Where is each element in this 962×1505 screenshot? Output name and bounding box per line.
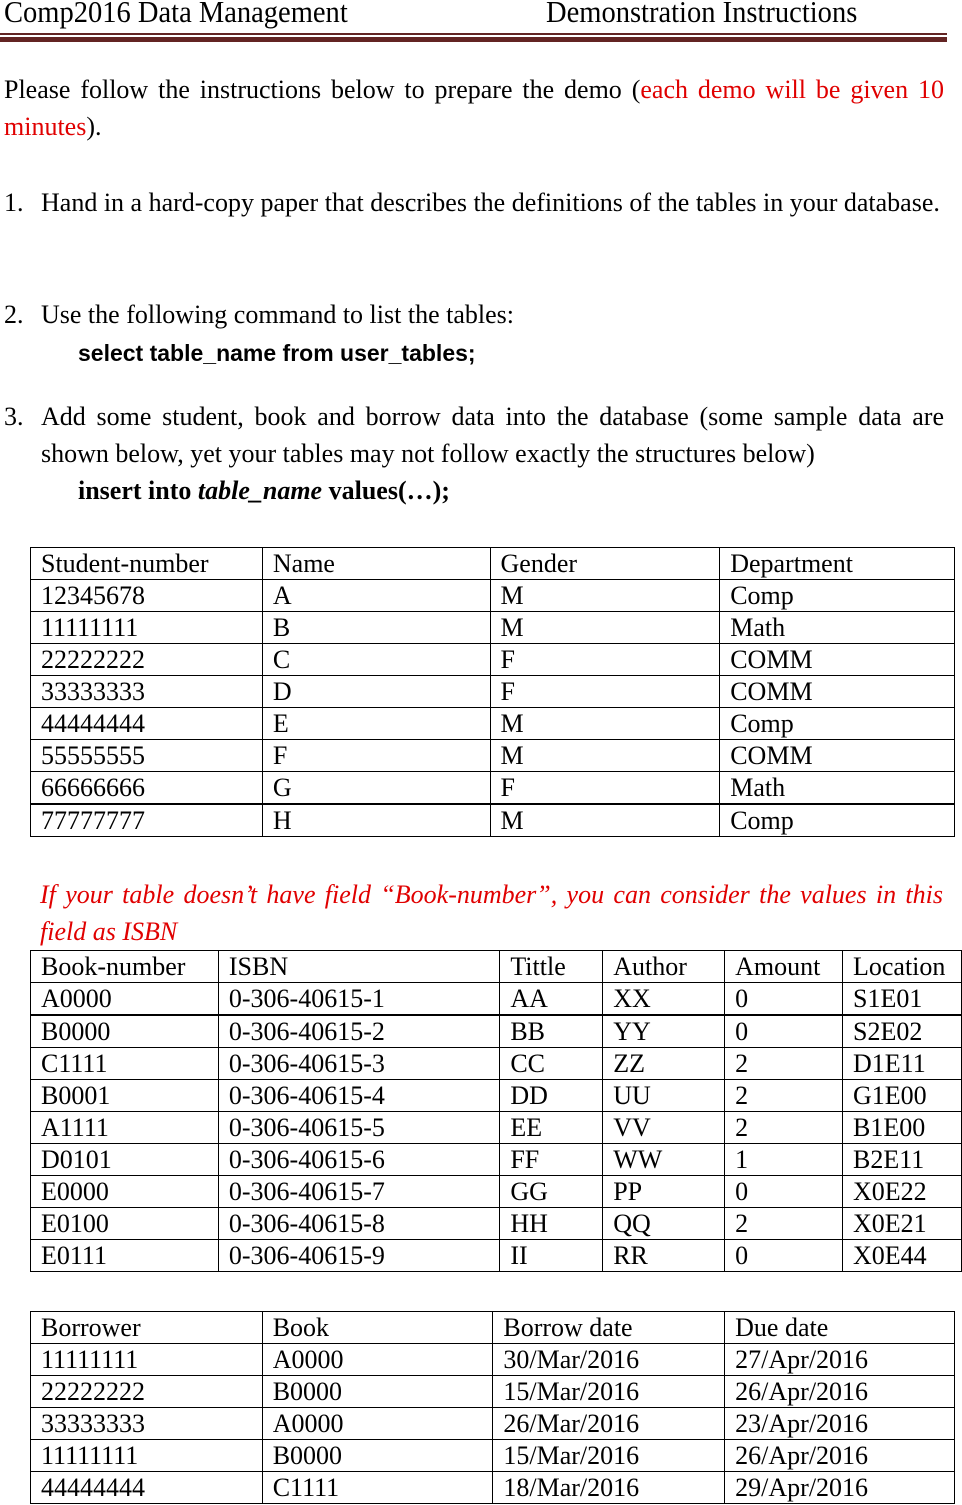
table-cell: 11111111 <box>31 612 263 644</box>
table-cell: 0-306-40615-2 <box>218 1015 499 1048</box>
table-row <box>31 1376 955 1408</box>
table-cell: 77777777 <box>31 804 263 837</box>
table-row <box>31 612 955 644</box>
table-cell: G <box>262 772 490 805</box>
table-cell: B2E11 <box>843 1144 962 1176</box>
table-cell: F <box>490 644 720 676</box>
borrow-table <box>30 1311 955 1504</box>
table-cell: AA <box>500 983 603 1016</box>
table-cell: 18/Mar/2016 <box>493 1472 725 1504</box>
table-row <box>31 1112 962 1144</box>
table-row <box>31 772 955 805</box>
table-cell: 0 <box>725 1240 843 1272</box>
table-cell: A1111 <box>31 1112 219 1144</box>
column-header: ISBN <box>218 951 499 983</box>
table-cell: S2E02 <box>843 1015 962 1048</box>
table-cell: 26/Apr/2016 <box>725 1376 955 1408</box>
intro-text: Please follow the instructions below to prepare the demo ( <box>4 75 641 104</box>
step-1 <box>4 184 944 221</box>
table-cell: C <box>262 644 490 676</box>
table-cell: HH <box>500 1208 603 1240</box>
table-cell: X0E22 <box>843 1176 962 1208</box>
table-cell: 0-306-40615-5 <box>218 1112 499 1144</box>
table-cell: 44444444 <box>31 1472 263 1504</box>
table-header-row <box>31 548 955 580</box>
book-number-note: If your table doesn’t have field “Book-number”, you can consider the values in this field as ISBN <box>40 880 943 946</box>
table-cell: 15/Mar/2016 <box>493 1440 725 1472</box>
code-part: values(…); <box>322 476 450 505</box>
table-row <box>31 804 955 837</box>
column-header: Tittle <box>500 951 603 983</box>
table-cell: Comp <box>720 804 955 837</box>
table-cell: 2 <box>725 1112 843 1144</box>
table-cell: 55555555 <box>31 740 263 772</box>
table-cell: E0111 <box>31 1240 219 1272</box>
table-cell: B0000 <box>262 1440 493 1472</box>
table-cell: QQ <box>603 1208 725 1240</box>
table-cell: 30/Mar/2016 <box>493 1344 725 1376</box>
table-cell: C1111 <box>262 1472 493 1504</box>
column-header: Department <box>720 548 955 580</box>
table-cell: X0E21 <box>843 1208 962 1240</box>
header-rule-thick <box>0 37 947 42</box>
table-cell: B0000 <box>262 1376 493 1408</box>
column-header: Author <box>603 951 725 983</box>
table-row <box>31 1408 955 1440</box>
table-row <box>31 1240 962 1272</box>
table-cell: Math <box>720 772 955 805</box>
table-row <box>31 1080 962 1112</box>
table-cell: Comp <box>720 580 955 612</box>
step-number: 1. <box>4 188 24 217</box>
table-cell: 29/Apr/2016 <box>725 1472 955 1504</box>
step-3 <box>4 398 944 472</box>
table-cell: BB <box>500 1015 603 1048</box>
table-cell: E0100 <box>31 1208 219 1240</box>
table-cell: M <box>490 740 720 772</box>
table-row <box>31 1208 962 1240</box>
column-header: Student-number <box>31 548 263 580</box>
step-2 <box>4 296 944 333</box>
column-header: Due date <box>725 1312 955 1344</box>
table-cell: COMM <box>720 644 955 676</box>
table-row <box>31 1472 955 1504</box>
table-cell: CC <box>500 1048 603 1080</box>
table-cell: 2 <box>725 1080 843 1112</box>
table-cell: 11111111 <box>31 1440 263 1472</box>
table-cell: GG <box>500 1176 603 1208</box>
table-header-row <box>31 951 962 983</box>
table-cell: M <box>490 580 720 612</box>
table-cell: A0000 <box>31 983 219 1016</box>
step-text: Hand in a hard-copy paper that describes the definitions of the tables in your database. <box>41 188 940 217</box>
table-cell: 22222222 <box>31 644 263 676</box>
table-cell: D1E11 <box>843 1048 962 1080</box>
table-cell: 0-306-40615-3 <box>218 1048 499 1080</box>
table-cell: X0E44 <box>843 1240 962 1272</box>
code-part: insert into <box>78 476 198 505</box>
table-cell: ZZ <box>603 1048 725 1080</box>
table-row <box>31 983 962 1016</box>
header-rule-thin <box>0 33 947 35</box>
table-cell: 23/Apr/2016 <box>725 1408 955 1440</box>
table-cell: RR <box>603 1240 725 1272</box>
table-cell: A0000 <box>262 1344 493 1376</box>
column-header: Location <box>843 951 962 983</box>
table-cell: G1E00 <box>843 1080 962 1112</box>
table-row <box>31 1176 962 1208</box>
table-row <box>31 708 955 740</box>
table-cell: 44444444 <box>31 708 263 740</box>
table-row <box>31 1015 962 1048</box>
table-row <box>31 1344 955 1376</box>
table-cell: 15/Mar/2016 <box>493 1376 725 1408</box>
table-cell: C1111 <box>31 1048 219 1080</box>
table-cell: 33333333 <box>31 1408 263 1440</box>
intro-end: ). <box>86 112 102 141</box>
column-header: Name <box>262 548 490 580</box>
table-cell: DD <box>500 1080 603 1112</box>
table-cell: 27/Apr/2016 <box>725 1344 955 1376</box>
column-header: Borrower <box>31 1312 263 1344</box>
table-cell: 0-306-40615-7 <box>218 1176 499 1208</box>
header-doc-title: Demonstration Instructions <box>546 0 858 29</box>
table-cell: 26/Mar/2016 <box>493 1408 725 1440</box>
table-cell: B0000 <box>31 1015 219 1048</box>
header-course-title: Comp2016 Data Management <box>4 0 348 29</box>
table-cell: EE <box>500 1112 603 1144</box>
table-cell: 1 <box>725 1144 843 1176</box>
table-cell: 0-306-40615-9 <box>218 1240 499 1272</box>
table-cell: 12345678 <box>31 580 263 612</box>
column-header: Gender <box>490 548 720 580</box>
table-cell: M <box>490 612 720 644</box>
column-header: Book-number <box>31 951 219 983</box>
table-cell: 66666666 <box>31 772 263 805</box>
table-cell: 0-306-40615-6 <box>218 1144 499 1176</box>
table-cell: YY <box>603 1015 725 1048</box>
table-cell: 0 <box>725 983 843 1016</box>
table-cell: Math <box>720 612 955 644</box>
intro-paragraph <box>4 71 944 145</box>
step-text: Add some student, book and borrow data into the database (some sample data are shown below, yet your tables may not follow exactly the structures below) <box>41 402 944 468</box>
table-cell: B0001 <box>31 1080 219 1112</box>
table-row <box>31 676 955 708</box>
table-cell: WW <box>603 1144 725 1176</box>
column-header: Book <box>262 1312 493 1344</box>
step-number: 3. <box>4 402 24 431</box>
table-cell: VV <box>603 1112 725 1144</box>
table-cell: COMM <box>720 740 955 772</box>
table-cell: 11111111 <box>31 1344 263 1376</box>
table-cell: FF <box>500 1144 603 1176</box>
table-cell: 0-306-40615-8 <box>218 1208 499 1240</box>
table-cell: II <box>500 1240 603 1272</box>
table-cell: 0-306-40615-1 <box>218 983 499 1016</box>
table-cell: F <box>490 772 720 805</box>
student-table <box>30 547 955 837</box>
table-cell: UU <box>603 1080 725 1112</box>
table-row <box>31 644 955 676</box>
table-cell: A0000 <box>262 1408 493 1440</box>
table-cell: D0101 <box>31 1144 219 1176</box>
table-cell: F <box>262 740 490 772</box>
step-text: Use the following command to list the tables: <box>41 300 514 329</box>
table-cell: B1E00 <box>843 1112 962 1144</box>
book-table <box>30 950 962 1272</box>
intro-highlight: each demo will be given 10 minutes <box>4 75 944 141</box>
step-number: 2. <box>4 300 24 329</box>
table-cell: H <box>262 804 490 837</box>
table-row <box>31 740 955 772</box>
table-cell: 2 <box>725 1208 843 1240</box>
table-cell: 2 <box>725 1048 843 1080</box>
table-cell: M <box>490 708 720 740</box>
command-insert <box>78 476 450 506</box>
table-cell: M <box>490 804 720 837</box>
table-cell: 22222222 <box>31 1376 263 1408</box>
table-cell: E <box>262 708 490 740</box>
table-cell: 26/Apr/2016 <box>725 1440 955 1472</box>
table-cell: 0-306-40615-4 <box>218 1080 499 1112</box>
table-row <box>31 1440 955 1472</box>
table-header-row <box>31 1312 955 1344</box>
table-row <box>31 580 955 612</box>
table-row <box>31 1048 962 1080</box>
table-cell: D <box>262 676 490 708</box>
table-cell: PP <box>603 1176 725 1208</box>
table-cell: S1E01 <box>843 983 962 1016</box>
table-cell: 0 <box>725 1176 843 1208</box>
table-cell: XX <box>603 983 725 1016</box>
table-cell: 0 <box>725 1015 843 1048</box>
table-cell: 33333333 <box>31 676 263 708</box>
table-cell: Comp <box>720 708 955 740</box>
table-cell: E0000 <box>31 1176 219 1208</box>
table-row <box>31 1144 962 1176</box>
table-cell: COMM <box>720 676 955 708</box>
table-cell: F <box>490 676 720 708</box>
column-header: Amount <box>725 951 843 983</box>
command-list-tables: select table_name from user_tables; <box>78 340 476 366</box>
table-cell: B <box>262 612 490 644</box>
table-cell: A <box>262 580 490 612</box>
column-header: Borrow date <box>493 1312 725 1344</box>
code-part: table_name <box>197 476 323 505</box>
